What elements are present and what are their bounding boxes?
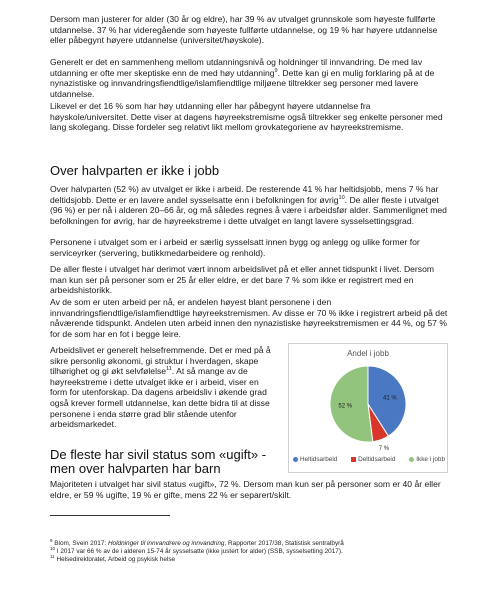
footnote-ref-9[interactable]: 9 bbox=[274, 67, 278, 74]
footnote-text: Helsedirektoratet, Arbeid og psykisk helse bbox=[54, 556, 176, 563]
footnote-number: 9 bbox=[50, 537, 53, 543]
text-fragment: . De aller fleste i utvalget (96 %) er per nå i alderen 20–66 år, og må således regnes å være i arbeidsfør alder. Sammenlignet med befolkningen for øvrig, har de høyreekstreme i dette utvalget en langt lavere sysselsettingsgrad. bbox=[50, 194, 447, 226]
pie-slice-label: 52 % bbox=[338, 403, 353, 410]
legend-label: Heltidsarbeid bbox=[300, 456, 338, 463]
paragraph-civil-status: Majoriteten i utvalget har sivil status «ugift», 72 %. Dersom man kun ser på personer som er 40 år eller eldre, er 59 % ugifte, 19 % er gifte, mens 22 % er separert/skilt. bbox=[50, 479, 441, 500]
paragraph-employment-share bbox=[50, 184, 450, 226]
footnote-ref-11[interactable]: 11 bbox=[166, 366, 172, 373]
paragraph-education-attitudes bbox=[50, 57, 450, 99]
legend-item-heltid bbox=[293, 456, 337, 463]
paragraph-unemployment-groups: Av de som er uten arbeid per nå, er andelen høyest blant personene i den innvandringsfiendtlige/islamfiendtlige høyreekstremismen. Av disse er 70 % ikke i registrert arbeid på det nåværende tidspunkt. Andelen uten arbeid innen den nynazistiske høyreekstremismen er 44 %, og 57 % for de som har en fot i begge leire. bbox=[50, 297, 448, 339]
footnote-title: Holdninger til innvandrere og innvandring bbox=[107, 540, 225, 547]
footnote-10 bbox=[50, 545, 460, 556]
text-fragment: Over halvparten (52 %) av utvalget er ikke i arbeid. De resterende 41 % har heltidsjobb, mens 7 % har deltidsjobb. Dette er en lavere andel sysselsatte enn i befolkningen for øvrig bbox=[50, 184, 439, 205]
footnote-divider bbox=[50, 515, 170, 516]
chart-title: Andel i jobb bbox=[347, 349, 389, 358]
paragraph-employment-sectors: Personene i utvalget som er i arbeid er særlig sysselsatt innen bygg og anlegg og ulike former for serviceyrker (servering, butikkmedarbeidere og renhold). bbox=[50, 237, 420, 258]
paragraph-work-history: De aller fleste i utvalget har derimot vært innom arbeidslivet på et eller annet tidspunkt i livet. Dersom man kun ser på personer som er 25 år eller eldre, er det bare 7 % som ikke er registrert med en arbeidshistorikk. bbox=[50, 264, 435, 296]
legend-label: Ikke i jobb bbox=[416, 456, 445, 463]
legend-label: Deltidsarbeid bbox=[358, 456, 396, 463]
legend-item-deltid bbox=[351, 456, 395, 463]
legend-item-ikke-jobb bbox=[409, 456, 445, 463]
pie-slice-label: 41 % bbox=[383, 395, 397, 402]
legend-swatch bbox=[409, 457, 414, 462]
section-heading-civil-status: De fleste har sivil status som «ugift» - men over halvparten har barn bbox=[50, 447, 267, 476]
footnote-number: 11 bbox=[50, 553, 55, 559]
chart-legend bbox=[293, 456, 445, 463]
footnote-9 bbox=[50, 537, 460, 548]
text-fragment: Generelt er det en sammenheng mellom utdanningsnivå og holdninger til innvandring. De med lav utdanning er ofte mer skeptiske enn de med høy utdanning bbox=[50, 57, 423, 78]
pie-chart-employment bbox=[288, 343, 448, 473]
paragraph-higher-education: Likevel er det 16 % som har høy utdanning eller har påbegynt høyere utdannelse fra høyskole/universitet. Dette viser at dagens høyreekstremisme også tiltrekker seg enkelte personer med lang skolegang. Disse fordeler seg relativt likt mellom grovkategoriene av høyreekstremisme. bbox=[50, 101, 443, 133]
text-fragment: . Dette kan gi en mulig forklaring på at de nynazistiske og innvandringsfiendtlige/islamfiendtlige miljøene tiltrekker seg personer med lavere utdannelse. bbox=[50, 67, 435, 99]
legend-swatch bbox=[351, 457, 356, 462]
footnote-text: Blom, Svein 2017: bbox=[52, 540, 108, 547]
footnote-text: I 2017 var 66 % av de i alderen 15-74 år sysselsatte (ikke justert for alder) (SSB, sysselsetting 2017). bbox=[55, 548, 343, 555]
footnote-number: 10 bbox=[50, 545, 56, 551]
section-heading-employment: Over halvparten er ikke i jobb bbox=[50, 163, 220, 178]
paragraph-education-levels: Dersom man justerer for alder (30 år og eldre), har 39 % av utvalget grunnskole som høyeste fullførte utdannelse. 37 % har videregående som høyeste fullførte utdannelse, og 19 % har høyere utdannelse eller påbegynt høyere utdannelse (universitet/høyskole). bbox=[50, 14, 438, 46]
legend-swatch bbox=[293, 457, 298, 462]
text-fragment: . At så mange av de høyreekstreme i dette utvalget ikke er i arbeid, viser en form for utenforskap. Da dagens arbeidsliv i økende grad også krever formell utdannelse, kan dette bidra til at disse personene i enda større grad blir stående utenfor arbeidsmarkedet. bbox=[50, 366, 270, 430]
paragraph-work-health bbox=[50, 345, 278, 430]
footnote-ref-10[interactable]: 10 bbox=[338, 194, 345, 201]
pie-slice-label: 7 % bbox=[378, 446, 390, 453]
footnote-text: , Rapporter 2017/38, Statistisk sentralbyrå bbox=[224, 540, 344, 547]
pie-chart-canvas bbox=[289, 344, 447, 472]
footnote-11 bbox=[50, 553, 460, 564]
text-fragment: Arbeidslivet er generelt helsefremmende. Det er med på å sikre personlig økonomi, gi struktur i hverdagen, skape tilhørighet og gi økt selvfølelse bbox=[50, 345, 271, 377]
